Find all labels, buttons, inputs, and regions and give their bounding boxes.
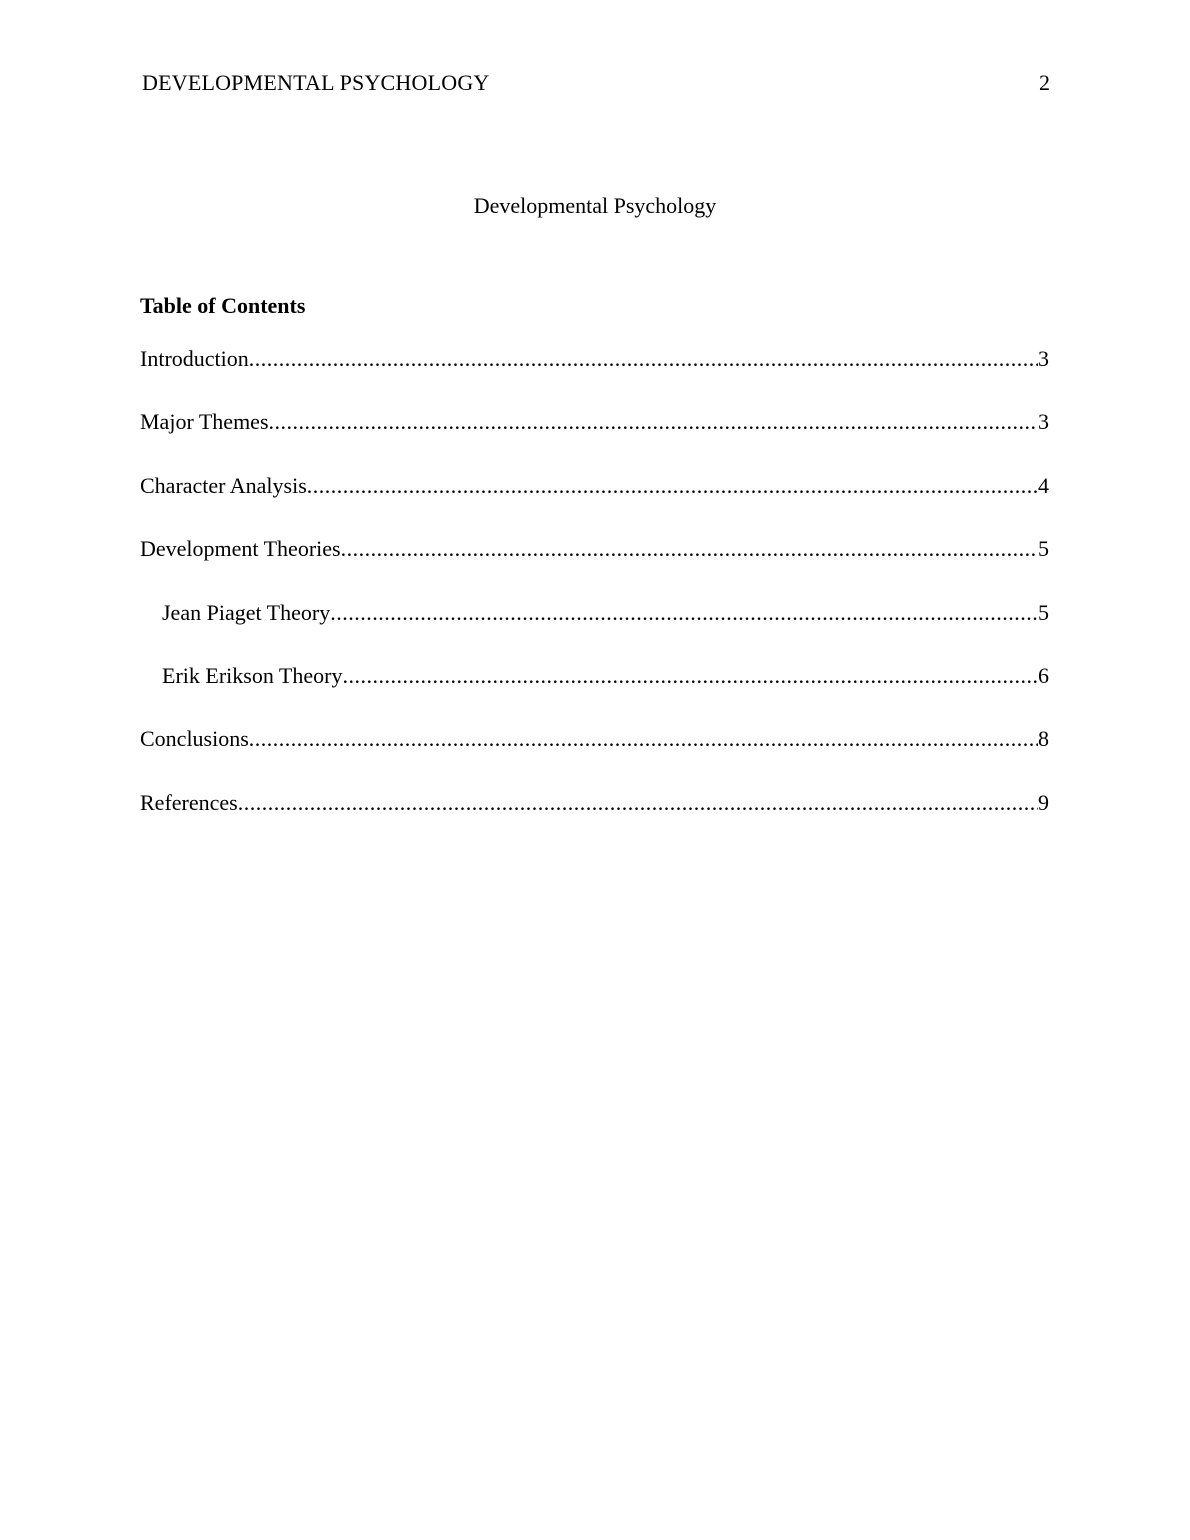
toc-entry-page: 6 — [1038, 662, 1049, 688]
toc-entry-label: Introduction — [140, 346, 249, 371]
toc-entry-page: 4 — [1038, 472, 1049, 498]
toc-entry-major-themes[interactable] — [140, 409, 1049, 472]
toc-entry-label: Conclusions — [140, 726, 249, 752]
toc-entry-label: Major Themes — [140, 409, 269, 435]
toc-entry-references[interactable] — [140, 790, 1049, 853]
toc-dot-leader — [249, 346, 1038, 372]
toc-entry-page: 5 — [1038, 599, 1049, 625]
toc-entry-label: References — [140, 789, 238, 815]
table-of-contents — [140, 346, 1049, 853]
toc-entry-character-analysis[interactable] — [140, 473, 1049, 536]
toc-dot-leader — [341, 536, 1038, 562]
page-number: 2 — [1039, 70, 1050, 95]
toc-heading: Table of Contents — [140, 293, 306, 318]
toc-dot-leader — [238, 790, 1038, 816]
toc-entry-label: Jean Piaget Theory — [162, 599, 331, 625]
toc-dot-leader — [249, 726, 1038, 752]
toc-entry-conclusions[interactable] — [140, 726, 1049, 789]
document-title: Developmental Psychology — [473, 193, 717, 218]
toc-entry-development-theories[interactable] — [140, 536, 1049, 599]
toc-dot-leader — [330, 600, 1038, 626]
toc-entry-page: 8 — [1038, 726, 1049, 752]
toc-entry-introduction[interactable] — [140, 346, 1049, 409]
toc-entry-jean-piaget-theory[interactable] — [140, 600, 1049, 663]
toc-entry-page: 5 — [1038, 536, 1049, 562]
toc-dot-leader — [307, 473, 1038, 499]
toc-entry-page: 3 — [1038, 346, 1049, 371]
toc-entry-label: Development Theories — [140, 536, 341, 562]
toc-dot-leader — [342, 663, 1038, 689]
toc-entry-page: 9 — [1038, 789, 1049, 815]
toc-entry-page: 3 — [1038, 409, 1049, 435]
running-head: DEVELOPMENTAL PSYCHOLOGY — [142, 70, 490, 95]
toc-entry-label: Character Analysis — [140, 472, 307, 498]
toc-entry-label: Erik Erikson Theory — [162, 662, 343, 688]
toc-dot-leader — [269, 409, 1038, 435]
toc-entry-erik-erikson-theory[interactable] — [140, 663, 1049, 726]
